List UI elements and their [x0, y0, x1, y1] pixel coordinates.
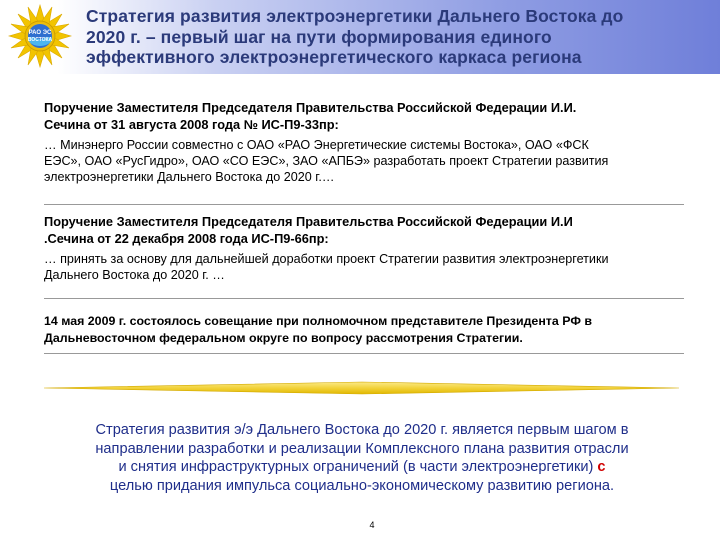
section-divider: [44, 353, 684, 354]
title-line: 2020 г. – первый шаг на пути формирования единого: [86, 26, 552, 47]
conclusion-accent-letter: с: [597, 459, 606, 475]
body-line: электроэнергетики Дальнего Востока до 2020 г.…: [44, 170, 335, 184]
body-line: ЕЭС», ОАО «РусГидро», ОАО «СО ЕЭС», ЗАО «АПБЭ» разработать проект Стратегии развития: [44, 154, 609, 168]
svg-text:ВОСТОКА: ВОСТОКА: [27, 37, 53, 43]
section-heading: [44, 100, 684, 133]
section-heading: [44, 313, 684, 347]
slide-title: [86, 6, 706, 68]
rao-es-vostoka-logo: [4, 4, 76, 68]
heading-line: Сечина от 31 августа 2008 года № ИС-П9-33пр:: [44, 116, 339, 132]
section-body: [44, 251, 684, 283]
section-divider: [44, 298, 684, 299]
heading-line: Поручение Заместителя Председателя Правительства Российской Федерации И.И: [44, 214, 573, 229]
meeting-section: [44, 313, 684, 347]
heading-line: Поручение Заместителя Председателя Правительства Российской Федерации И.И.: [44, 100, 577, 115]
svg-text:РАО ЭС: РАО ЭС: [28, 30, 52, 36]
instruction-section-december: [44, 214, 684, 283]
instruction-section-august: [44, 100, 684, 185]
decorative-ribbon: [44, 380, 679, 396]
section-divider: [44, 204, 684, 205]
heading-line: Дальневосточном федеральном округе по вопросу рассмотрения Стратегии.: [44, 331, 523, 345]
section-body: [44, 137, 684, 185]
page-number: 4: [369, 520, 375, 530]
conclusion-line: Стратегия развития э/э Дальнего Востока до 2020 г. является первым шагом в: [95, 422, 629, 438]
heading-line: .Сечина от 22 декабря 2008 года ИС-П9-66пр:: [44, 230, 329, 246]
conclusion-line: направлении разработки и реализации Комплексного плана развития отрасли: [95, 440, 629, 457]
body-line: Дальнего Востока до 2020 г. …: [44, 268, 225, 282]
body-line: … принять за основу для дальнейшей доработки проект Стратегии развития электроэнергетики: [44, 252, 609, 266]
conclusion-line-text: и снятия инфраструктурных ограничений (в части электроэнергетики): [118, 459, 598, 475]
conclusion-line: целью придания импульса социально-экономическому развитию региона.: [109, 477, 615, 494]
conclusion-line: [44, 458, 680, 477]
body-line: … Минэнерго России совместно с ОАО «РАО Энергетические системы Востока», ОАО «ФСК: [44, 138, 589, 152]
title-line: Стратегия развития электроэнергетики Дальнего Востока до: [86, 6, 624, 26]
section-heading: [44, 214, 684, 247]
title-line: эффективного электроэнергетического каркаса региона: [86, 47, 582, 67]
heading-line: 14 мая 2009 г. состоялось совещание при полномочном представителе Президента РФ в: [44, 314, 592, 328]
conclusion-text: [44, 421, 680, 495]
